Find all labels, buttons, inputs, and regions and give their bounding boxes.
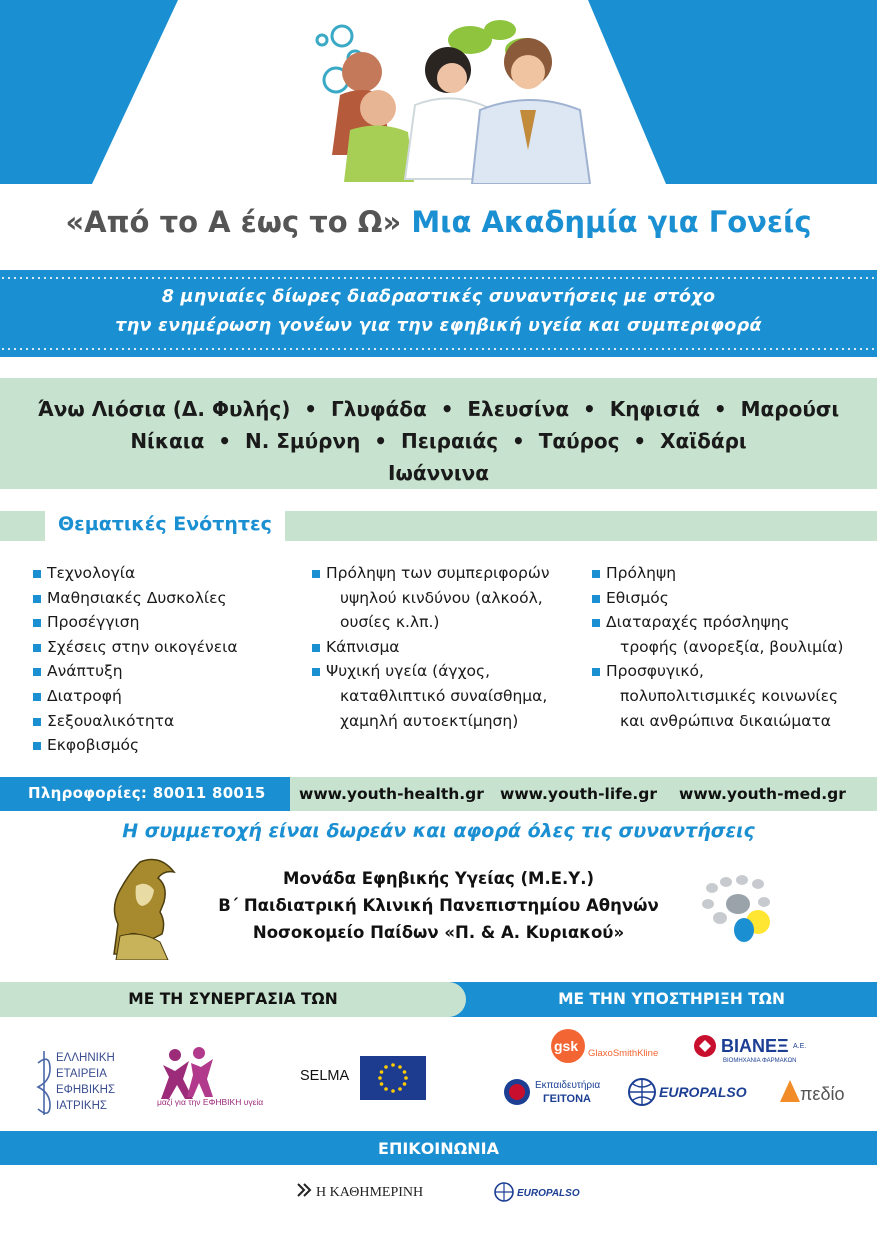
bullet-square-icon bbox=[33, 644, 41, 652]
organizer-line-1: Μονάδα Εφηβικής Υγείας (Μ.Ε.Υ.) bbox=[282, 869, 595, 888]
svg-text:ΓΕΙΤΟΝΑ: ΓΕΙΤΟΝΑ bbox=[543, 1093, 591, 1105]
info-phone: Πληροφορίες: 80011 80015 bbox=[28, 784, 266, 802]
svg-text:Α.Ε.: Α.Ε. bbox=[793, 1043, 807, 1050]
bullet-square-icon bbox=[33, 742, 41, 750]
mey-logo-icon bbox=[700, 874, 780, 944]
bullet-square-icon bbox=[33, 718, 41, 726]
topics-column-1 bbox=[33, 561, 303, 758]
url-youth-med[interactable]: www.youth-med.gr bbox=[679, 785, 846, 803]
europalso-small-logo-icon bbox=[493, 1180, 603, 1204]
list-item: Σχέσεις στην οικογένεια bbox=[33, 635, 303, 660]
svg-text:ΒΙΑΝΕΞ: ΒΙΑΝΕΞ bbox=[721, 1036, 789, 1056]
banner-line-2: την ενημέρωση γονέων για την εφηβική υγεία και συμπεριφορά bbox=[115, 316, 762, 336]
bullet-square-icon bbox=[312, 668, 320, 676]
svg-text:πεδίο: πεδίο bbox=[800, 1084, 845, 1104]
list-item: Πρόληψη των συμπεριφορών υψηλού κινδύνου (αλκοόλ, ουσίες κ.λπ.) bbox=[312, 561, 602, 635]
bullet-square-icon bbox=[312, 644, 320, 652]
family-illustration bbox=[0, 0, 877, 184]
list-item: Σεξουαλικότητα bbox=[33, 709, 303, 734]
svg-text:Εκπαιδευτήρια: Εκπαιδευτήρια bbox=[535, 1080, 601, 1091]
svg-text:gsk: gsk bbox=[554, 1038, 579, 1054]
cities-line-3: Ιωάννινα bbox=[388, 461, 489, 485]
svg-text:EUROPALSO: EUROPALSO bbox=[659, 1084, 747, 1100]
svg-text:ΒΙΟΜΗΧΑΝΙΑ ΦΑΡΜΑΚΩΝ: ΒΙΟΜΗΧΑΝΙΑ ΦΑΡΜΑΚΩΝ bbox=[723, 1058, 797, 1064]
bullet-square-icon bbox=[312, 570, 320, 578]
svg-text:ΕΦΗΒΙΚΗΣ: ΕΦΗΒΙΚΗΣ bbox=[56, 1084, 116, 1096]
bullet-square-icon bbox=[33, 668, 41, 676]
partners-collab-title: ΜΕ ΤΗ ΣΥΝΕΡΓΑΣΙΑ ΤΩΝ bbox=[128, 990, 338, 1008]
url-youth-health[interactable]: www.youth-health.gr bbox=[299, 785, 484, 803]
bullet-square-icon bbox=[592, 595, 600, 603]
vianex-logo-icon bbox=[693, 1030, 823, 1066]
list-item: Εθισμός bbox=[592, 586, 877, 611]
bullet-square-icon bbox=[592, 619, 600, 627]
banner-line-1: 8 μηνιαίες δίωρες διαδραστικές συναντήσεις με στόχο bbox=[161, 287, 716, 307]
list-item: Κάπνισμα bbox=[312, 635, 602, 660]
svg-text:μαζί για την ΕΦΗΒΙΚΗ υγεία: μαζί για την ΕΦΗΒΙΚΗ υγεία bbox=[157, 1097, 264, 1107]
bullet-square-icon bbox=[592, 668, 600, 676]
list-item: Προσφυγικό, πολυπολιτισμικές κοινωνίες και ανθρώπινα δικαιώματα bbox=[592, 659, 877, 733]
list-item: Εκφοβισμός bbox=[33, 733, 303, 758]
organizer-line-3: Νοσοκομείο Παίδων «Π. & Α. Κυριακού» bbox=[252, 923, 625, 942]
partners-support-title: ΜΕ ΤΗΝ ΥΠΟΣΤΗΡΙΞΗ ΤΩΝ bbox=[558, 990, 785, 1008]
list-item: Πρόληψη bbox=[592, 561, 877, 586]
gsk-logo-icon bbox=[550, 1028, 690, 1064]
banner-dots-bottom bbox=[0, 347, 877, 351]
list-item: Τεχνολογία bbox=[33, 561, 303, 586]
europalso-logo-icon bbox=[627, 1076, 767, 1108]
youth-health-logo-icon bbox=[155, 1043, 265, 1113]
svg-text:ΕΤΑΙΡΕΙΑ: ΕΤΑΙΡΕΙΑ bbox=[56, 1068, 107, 1080]
selma-label: SELMA bbox=[300, 1068, 350, 1084]
cities-line-1: Άνω Λιόσια (Δ. Φυλής) • Γλυφάδα • Ελευσίνα • Κηφισιά • Μαρούσι bbox=[37, 397, 840, 421]
topics-column-3 bbox=[592, 561, 877, 733]
svg-text:GlaxoSmithKline: GlaxoSmithKline bbox=[588, 1048, 659, 1059]
topics-title: Θεματικές Ενότητες bbox=[58, 513, 272, 535]
list-item: Ψυχική υγεία (άγχος, καταθλιπτικό συναίσθημα, χαμηλή αυτοεκτίμηση) bbox=[312, 659, 602, 733]
list-item: Μαθησιακές Δυσκολίες bbox=[33, 586, 303, 611]
pedio-logo-icon bbox=[778, 1076, 854, 1108]
free-participation-note: Η συμμετοχή είναι δωρεάν και αφορά όλες τις συναντήσεις bbox=[122, 820, 755, 842]
intro-banner bbox=[0, 270, 877, 357]
list-item: Προσέγγιση bbox=[33, 610, 303, 635]
title-part-a: «Από το Α έως το Ω» bbox=[65, 205, 402, 239]
svg-text:ΙΑΤΡΙΚΗΣ: ΙΑΤΡΙΚΗΣ bbox=[56, 1100, 107, 1112]
bullet-square-icon bbox=[592, 570, 600, 578]
list-item: Διαταραχές πρόσληψης τροφής (ανορεξία, βουλιμία) bbox=[592, 610, 877, 659]
contact-title: ΕΠΙΚΟΙΝΩΝΙΑ bbox=[378, 1139, 499, 1158]
topics-column-2 bbox=[312, 561, 602, 733]
geitona-logo-icon bbox=[503, 1074, 623, 1110]
url-youth-life[interactable]: www.youth-life.gr bbox=[500, 785, 658, 803]
bullet-square-icon bbox=[33, 595, 41, 603]
page-title bbox=[0, 205, 877, 239]
organizer-line-2: Β΄ Παιδιατρική Κλινική Πανεπιστημίου Αθηνών bbox=[218, 896, 659, 915]
svg-text:EUROPALSO: EUROPALSO bbox=[517, 1188, 580, 1199]
cities-line-2: Νίκαια • Ν. Σμύρνη • Πειραιάς • Ταύρος • Χαϊδάρι bbox=[130, 429, 747, 453]
list-item: Διατροφή bbox=[33, 684, 303, 709]
bullet-square-icon bbox=[33, 570, 41, 578]
bullet-square-icon bbox=[33, 693, 41, 701]
eu-flag-icon bbox=[360, 1056, 426, 1100]
bullet-square-icon bbox=[33, 619, 41, 627]
kathimerini-logo-icon bbox=[294, 1178, 454, 1204]
banner-dots-top bbox=[0, 276, 877, 280]
eeei-logo-icon bbox=[36, 1043, 136, 1123]
hero-illustration bbox=[0, 0, 877, 184]
list-item: Ανάπτυξη bbox=[33, 659, 303, 684]
title-part-b: Μια Ακαδημία για Γονείς bbox=[411, 205, 812, 239]
svg-text:Η ΚΑΘΗΜΕΡΙΝΗ: Η ΚΑΘΗΜΕΡΙΝΗ bbox=[316, 1185, 424, 1200]
svg-text:ΕΛΛΗΝΙΚΗ: ΕΛΛΗΝΙΚΗ bbox=[56, 1052, 115, 1064]
